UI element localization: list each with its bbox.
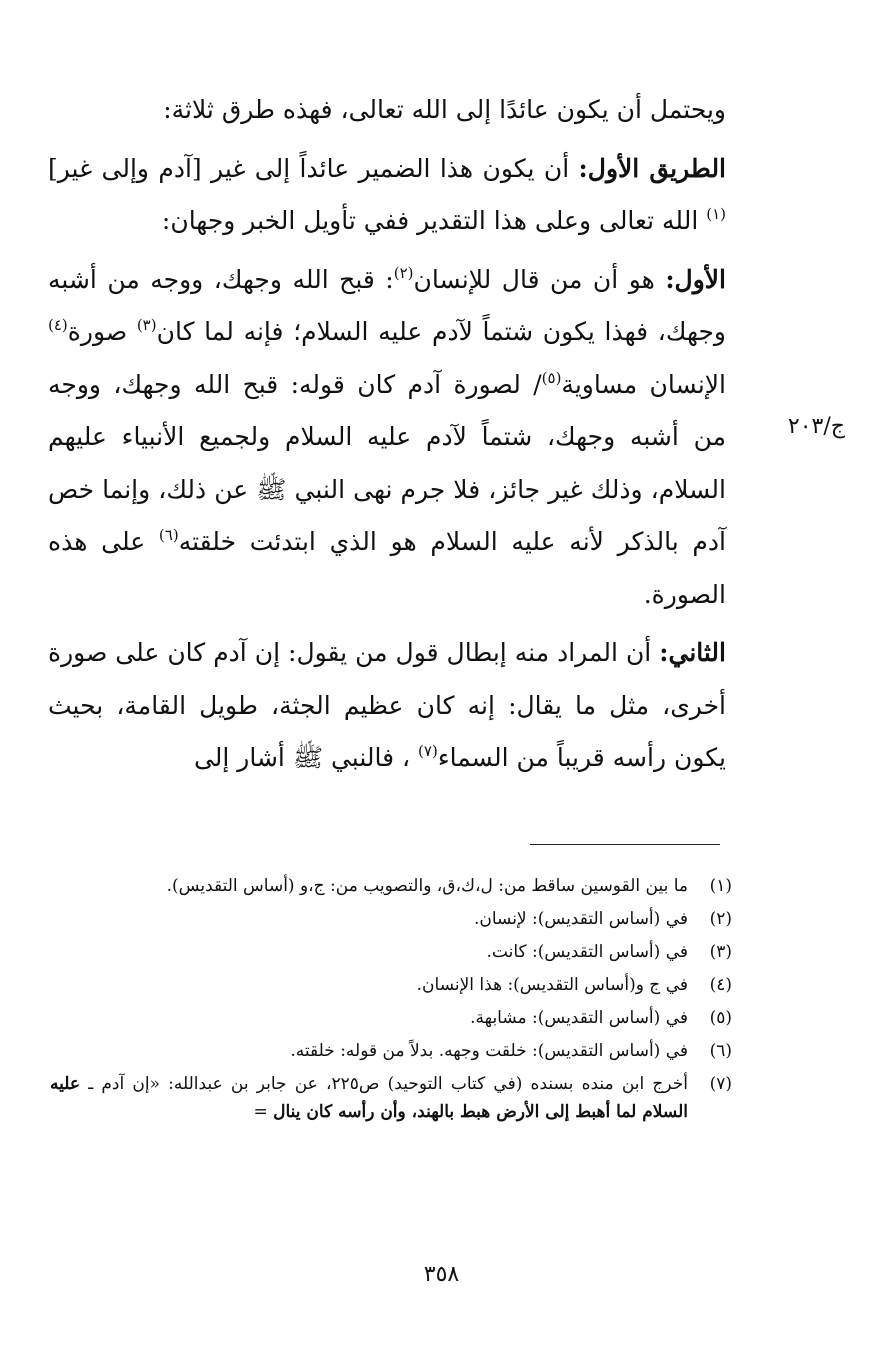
footnote-number: (٣): [709, 942, 732, 962]
footnote-text: ما بين القوسين ساقط من: ل،ك،ق، والتصويب من: ج،و (أساس التقديس).: [166, 876, 688, 896]
footnote-number: (٧): [709, 1074, 732, 1094]
footnote-ref-1[interactable]: (١): [706, 205, 726, 223]
margin-manuscript-marker: ج/٢٠٣: [787, 414, 845, 439]
first-path-text-a: أن يكون هذا الضمير عائداً إلى غير [آدم وإلى غير]: [48, 153, 579, 183]
footnote-item: [50, 872, 732, 900]
footnote-ref-7[interactable]: (٧): [418, 742, 438, 760]
page-number: ٣٥٨: [423, 1262, 460, 1287]
footnote-7-quote: عليه السلام لما أهبط إلى الأرض هبط بالهند، وأن رأسه كان ينال: [50, 1074, 688, 1122]
paragraph-first-path: [48, 143, 726, 248]
footnote-text: في (أساس التقديس): خلقت وجهه. بدلاً من قوله: خلقته.: [290, 1041, 688, 1061]
footnote-item: [50, 1037, 732, 1065]
footnote-number: (٢): [709, 909, 732, 929]
footnote-ref-5[interactable]: (٥): [541, 368, 562, 387]
paragraph-first-aspect: [48, 254, 726, 622]
paragraph-intro: [48, 84, 726, 137]
footnote-ref-2[interactable]: (٢): [393, 263, 414, 282]
intro-text: ويحتمل أن يكون عائدًا إلى الله تعالى، فهذه طرق ثلاثة:: [163, 95, 726, 124]
main-text: [48, 84, 726, 785]
footnote-item: [50, 905, 732, 933]
second-aspect-text-a: أن المراد منه إبطال قول من يقول: إن آدم كان على صورة أخرى، مثل ما يقال: إنه كان عظيم الجثة، طويل القامة، بحيث يكون رأسه قريباً من السماء: [48, 638, 726, 772]
footnote-divider: [530, 844, 720, 845]
first-aspect-text-a: هو أن من قال للإنسان: [413, 264, 666, 294]
footnote-item: [50, 1004, 732, 1032]
footnote-number: (٦): [709, 1041, 732, 1061]
footnote-7-continuation-mark: =: [253, 1102, 274, 1122]
footnote-item: [50, 1070, 732, 1126]
footnote-7-text-a: أخرج ابن منده بسنده (في كتاب التوحيد) ص٢٢٥، عن جابر بن عبدالله: «إن آدم ـ: [80, 1074, 688, 1094]
footnote-number: (١): [709, 876, 732, 896]
first-aspect-text-e: / لصورة آدم كان قوله: قبح الله وجهك، ووجه من أشبه وجهك، شتماً لآدم عليه السلام ولجميع الأنبياء عليهم السلام، وذلك غير جائز، فلا جرم نهى النبي ﷺ عن ذلك، وإنما خص آدم بالذكر لأنه عليه السلام هو الذي ابتدئت خلقته: [48, 369, 726, 556]
first-aspect-text-b: : قبح الله وجهك، ووجه من أشبه وجهك، فهذا يكون شتماً لآدم عليه السلام؛ فإنه لما كان: [48, 264, 726, 346]
footnote-text: في ج و(أساس التقديس): هذا الإنسان.: [416, 975, 688, 995]
footnotes: [50, 872, 732, 1131]
footnote-ref-3[interactable]: (٣): [136, 316, 157, 334]
footnote-text: [50, 1070, 688, 1126]
footnote-text: في (أساس التقديس): مشابهة.: [470, 1008, 688, 1028]
footnote-item: [50, 971, 732, 999]
footnote-number: (٤): [709, 975, 732, 995]
first-aspect-text-c: صورة: [67, 317, 137, 346]
footnote-ref-6[interactable]: (٦): [158, 526, 179, 544]
second-aspect-text-b: ، فالنبي ﷺ أشار إلى: [193, 743, 419, 772]
first-aspect-text-d: الإنسان مساوية: [561, 369, 726, 399]
footnote-number: (٥): [709, 1008, 732, 1028]
paragraph-second-aspect: [48, 627, 726, 785]
footnote-text: في (أساس التقديس): كانت.: [486, 942, 688, 962]
first-aspect-heading: الأول:: [665, 264, 726, 294]
first-path-heading: الطريق الأول:: [578, 153, 727, 183]
first-path-text-b: الله تعالى وعلى هذا التقدير ففي تأويل الخبر وجهان:: [161, 206, 707, 235]
footnote-text: في (أساس التقديس): لإنسان.: [473, 909, 688, 929]
footnote-ref-4[interactable]: (٤): [48, 316, 68, 334]
first-aspect-text-f: على هذه الصورة.: [48, 527, 726, 609]
footnote-item: [50, 938, 732, 966]
second-aspect-heading: الثاني:: [659, 638, 726, 667]
